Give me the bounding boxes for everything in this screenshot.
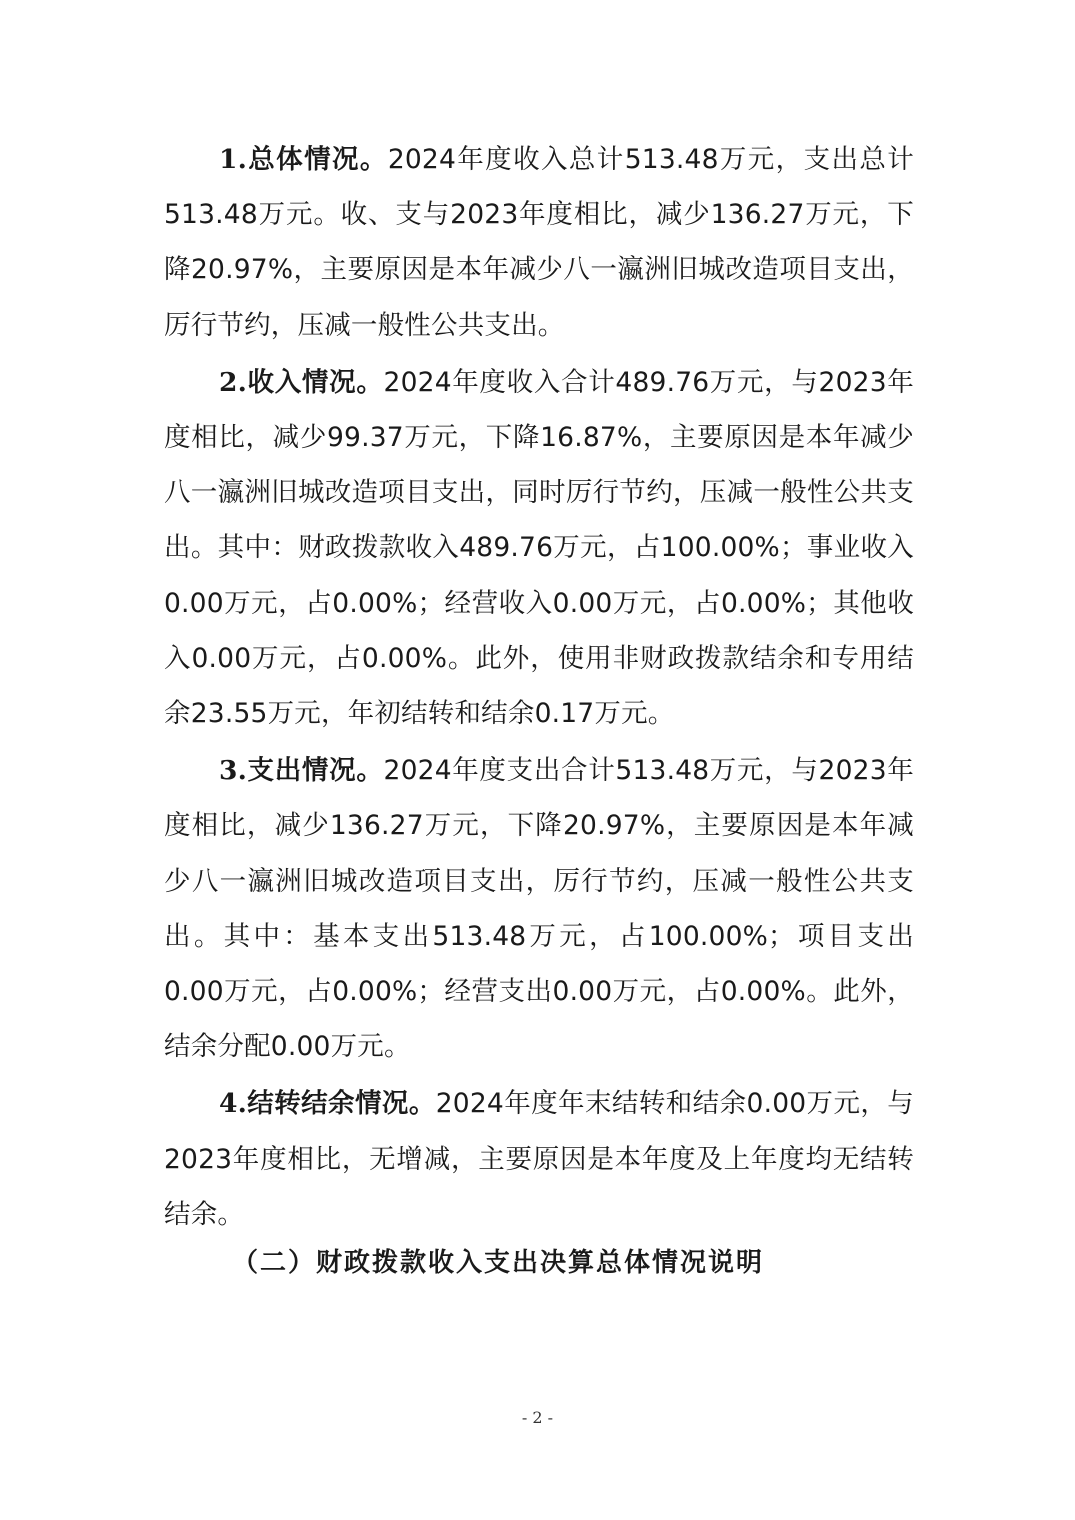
- paragraph-expenditure: [164, 743, 914, 1074]
- paragraph-heading: 4.结转结余情况。: [219, 1088, 436, 1120]
- paragraph-text: 2024年度年末结转和结余0.00万元，与2023年度相比，无增减，主要原因是本年度及上年度均无结转结余。: [164, 1088, 914, 1230]
- body-text: [164, 132, 914, 1244]
- paragraph-heading: 3.支出情况。: [219, 755, 384, 787]
- paragraph-text: 2024年度收入合计489.76万元，与2023年度相比，减少99.37万元，下降16.87%，主要原因是本年减少八一瀛洲旧城改造项目支出，同时厉行节约，压减一般性公共支出。其中：财政拨款收入489.76万元，占100.00%；事业收入0.00万元，占0.00%；经营收入0.00万元，占0.00%；其他收入0.00万元，占0.00%。此外，使用非财政拨款结余和专用结余23.55万元，年初结转和结余0.17万元。: [164, 366, 914, 730]
- page-number: - 2 -: [521, 1408, 554, 1427]
- paragraph-carryover: [164, 1076, 914, 1242]
- section-subheading: （二）财政拨款收入支出决算总体情况说明: [232, 1248, 765, 1278]
- paragraph-text: 2024年度收入总计513.48万元，支出总计513.48万元。收、支与2023年度相比，减少136.27万元，下降20.97%，主要原因是本年减少八一瀛洲旧城改造项目支出，厉行节约，压减一般性公共支出。: [164, 144, 914, 341]
- paragraph-income: [164, 355, 914, 741]
- paragraph-heading: 1.总体情况。: [219, 144, 388, 175]
- paragraph-text: 2024年度支出合计513.48万元，与2023年度相比，减少136.27万元，下降20.97%，主要原因是本年减少八一瀛洲旧城改造项目支出，厉行节约，压减一般性公共支出。其中：基本支出513.48万元，占100.00%；项目支出0.00万元，占0.00%；经营支出0.00万元，占0.00%。此外，结余分配0.00万元。: [164, 755, 914, 1063]
- paragraph-overall: [164, 132, 914, 353]
- paragraph-heading: 2.收入情况。: [219, 366, 384, 398]
